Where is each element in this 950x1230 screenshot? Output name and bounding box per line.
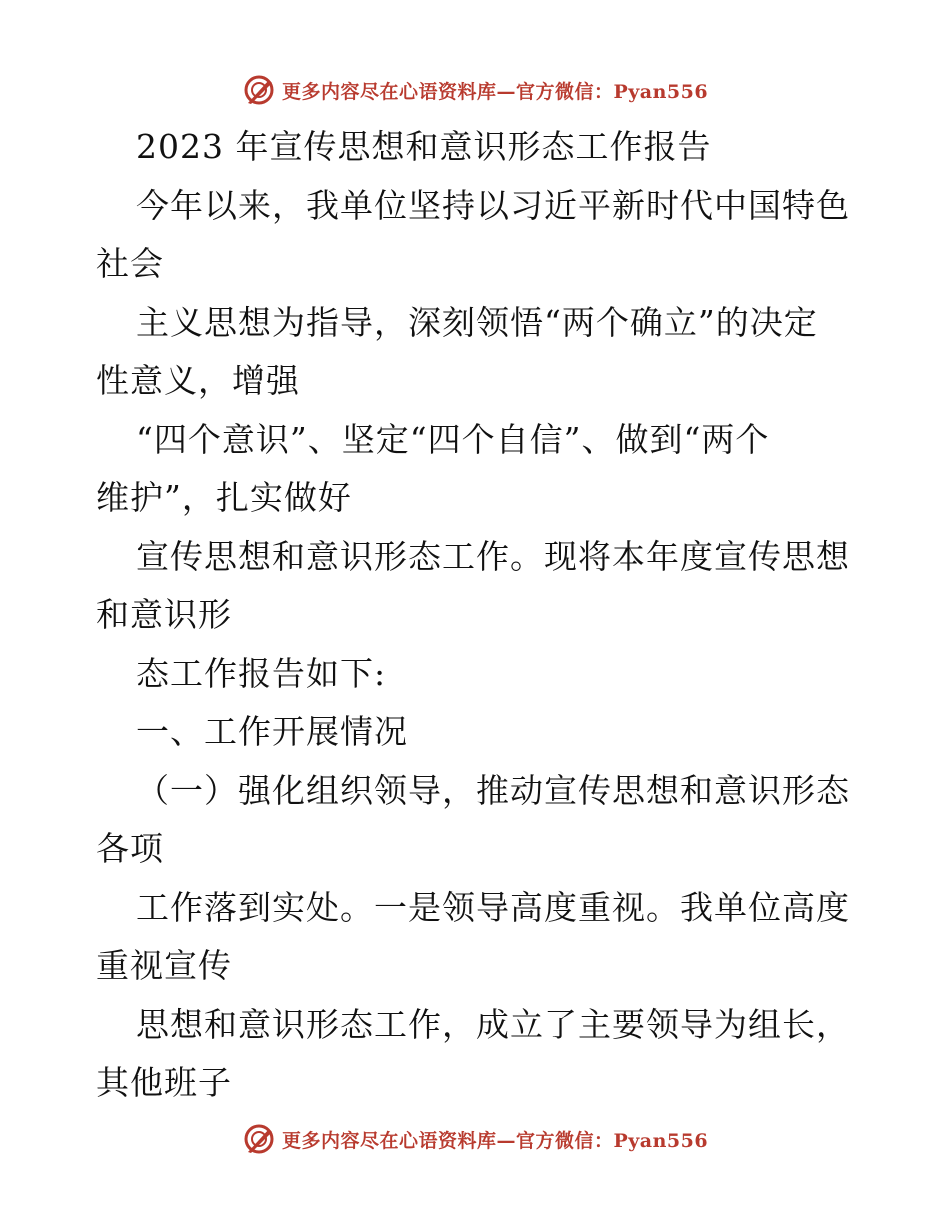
document-line: 宣传思想和意识形态工作。现将本年度宣传思想: [136, 536, 850, 576]
document-line: 一、工作开展情况: [136, 712, 408, 751]
document-line: 维护”，扎实做好: [96, 478, 352, 517]
document-line: 各项: [96, 829, 164, 868]
document-line: 和意识形: [96, 595, 232, 634]
footer-watermark-banner: [0, 1119, 950, 1159]
banner-text: 更多内容尽在心语资料库—官方微信：Pyan556: [281, 80, 709, 103]
document-line: 今年以来，我单位坚持以习近平新时代中国特色: [136, 185, 850, 225]
document-line: 态工作报告如下:: [136, 653, 387, 693]
document-line: 性意义，增强: [96, 361, 300, 400]
pen-logo-icon: [242, 1122, 276, 1156]
header-watermark-banner: [0, 70, 950, 110]
document-line: 主义思想为指导，深刻领悟“两个确立”的决定: [136, 302, 818, 342]
document-line: 重视宣传: [96, 946, 232, 985]
banner-text: 更多内容尽在心语资料库—官方微信：Pyan556: [281, 1129, 709, 1152]
document-line: 思想和意识形态工作，成立了主要领导为组长，: [136, 1004, 850, 1044]
document-line: 其他班子: [96, 1063, 232, 1102]
document-line: （一）强化组织领导，推动宣传思想和意识形态: [136, 770, 850, 810]
document-body: [96, 118, 856, 1113]
document-line: 工作落到实处。一是领导高度重视。我单位高度: [136, 887, 850, 927]
pen-logo-icon: [242, 73, 276, 107]
document-line: “四个意识”、坚定“四个自信”、做到“两个: [136, 419, 770, 459]
document-line: 2023 年宣传思想和意识形态工作报告: [136, 127, 712, 166]
document-line: 社会: [96, 244, 164, 283]
